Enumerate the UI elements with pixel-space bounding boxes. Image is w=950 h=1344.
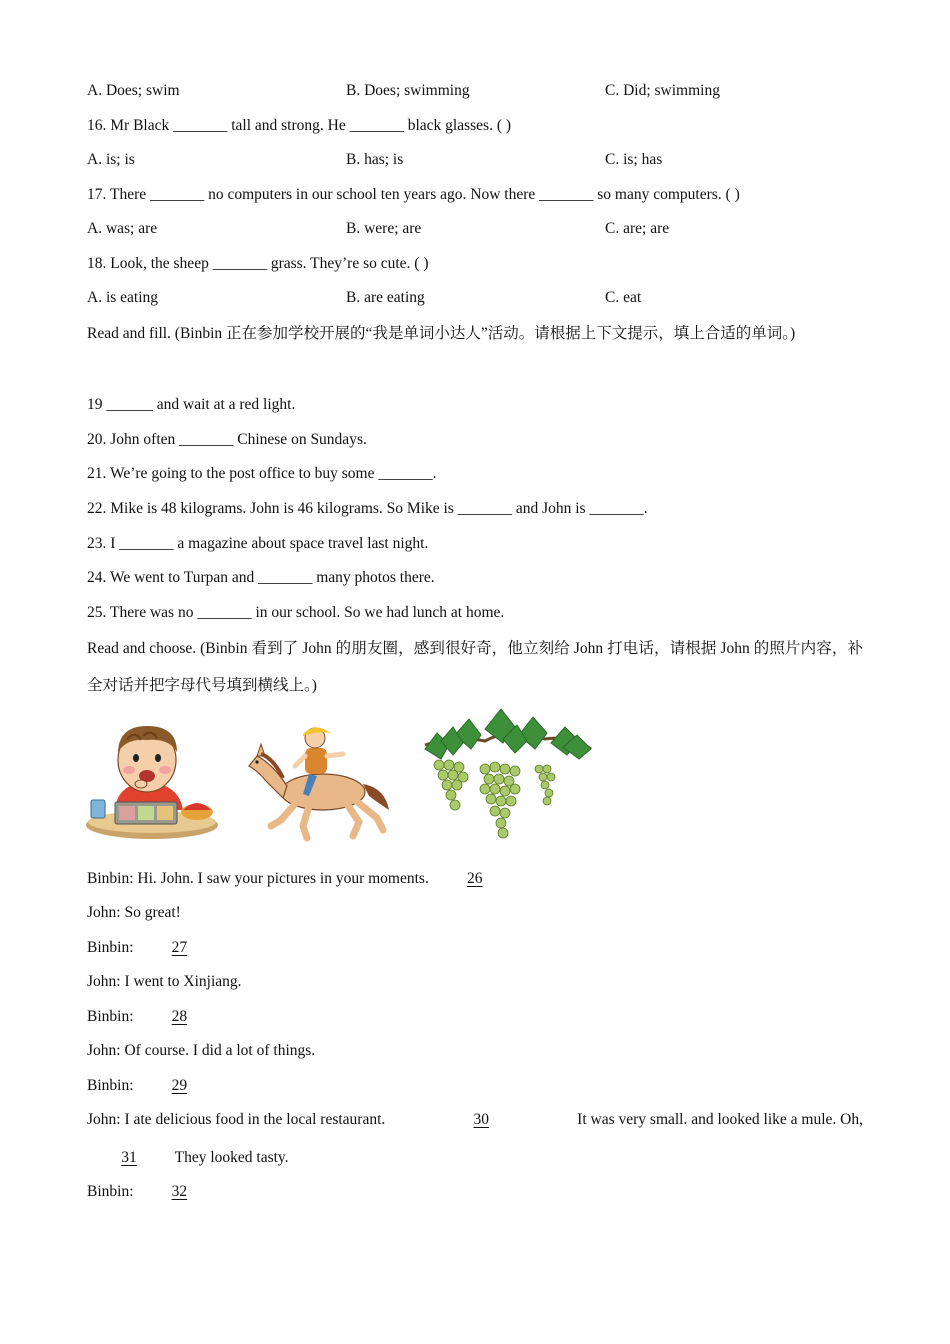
- q16-option-c: C. is; has: [605, 151, 663, 168]
- read-and-fill-instruction: Read and fill. (Binbin 正在参加学校开展的“我是单词小达人”活动。请根据上下文提示，填上合适的单词。): [87, 325, 796, 342]
- horse-riding-icon: [243, 722, 393, 842]
- q15-option-b: B. Does; swimming: [346, 82, 470, 99]
- dialogue-text: Binbin: Hi. John. I saw your pictures in your moments.: [87, 870, 429, 887]
- dialogue-text: John: I ate delicious food in the local restaurant.: [87, 1111, 386, 1128]
- q16-option-a: A. is; is: [87, 151, 135, 168]
- answer-blank-27[interactable]: 27: [171, 939, 188, 956]
- dialogue-speaker: Binbin:: [87, 939, 134, 956]
- dialogue-line-binbin-2: [87, 939, 221, 957]
- read-and-choose-instruction: Read and choose. (Binbin 看到了 John 的朋友圈，感到很好奇，他立刻给 John 打电话，请根据 John 的照片内容，补全对话并把字母代号填到横线上。): [87, 640, 863, 694]
- answer-blank-29[interactable]: 29: [171, 1077, 188, 1094]
- answer-blank-26[interactable]: 26: [466, 870, 483, 887]
- q18-option-c: C. eat: [605, 289, 642, 306]
- dialogue-line-john-4: [87, 1111, 863, 1129]
- dialogue-speaker: Binbin:: [87, 1183, 134, 1200]
- fill-item-22: 22. Mike is 48 kilograms. John is 46 kilograms. So Mike is _______ and John is _______.: [87, 500, 648, 517]
- dialogue-line-john-3: John: Of course. I did a lot of things.: [87, 1042, 316, 1059]
- dialogue-speaker: Binbin:: [87, 1077, 134, 1094]
- fill-item-20: 20. John often _______ Chinese on Sundays.: [87, 431, 367, 448]
- answer-blank-31[interactable]: 31: [121, 1149, 137, 1166]
- q18-option-a: A. is eating: [87, 289, 159, 306]
- fill-item-21: 21. We’re going to the post office to buy some _______.: [87, 465, 437, 482]
- fill-item-23: 23. I _______ a magazine about space travel last night.: [87, 535, 429, 552]
- q16-question: 16. Mr Black _______ tall and strong. He _______ black glasses. ( ): [87, 117, 512, 134]
- q15-option-a: A. Does; swim: [87, 82, 180, 99]
- fill-item-19: 19 ______ and wait at a red light.: [87, 396, 296, 413]
- dialogue-line-john-2: John: I went to Xinjiang.: [87, 973, 242, 990]
- dialogue-line-binbin-5: [87, 1183, 221, 1201]
- q17-question: 17. There _______ no computers in our school ten years ago. Now there _______ so many computers. ( ): [87, 186, 740, 203]
- answer-blank-30[interactable]: 30: [473, 1111, 489, 1128]
- dialogue-speaker: Binbin:: [87, 1008, 134, 1025]
- dialogue-text: It was very small. and looked like a mule. Oh,: [577, 1111, 863, 1128]
- answer-blank-32[interactable]: 32: [171, 1183, 188, 1200]
- q16-option-b: B. has; is: [346, 151, 404, 168]
- q18-option-b: B. are eating: [346, 289, 425, 306]
- fill-item-25: 25. There was no _______ in our school. So we had lunch at home.: [87, 604, 505, 621]
- answer-blank-28[interactable]: 28: [171, 1008, 188, 1025]
- q17-option-a: A. was; are: [87, 220, 158, 237]
- fill-item-24: 24. We went to Turpan and _______ many photos there.: [87, 569, 435, 586]
- dialogue-line-binbin-3: [87, 1008, 221, 1026]
- dialogue-line-john-1: John: So great!: [87, 904, 181, 921]
- grapes-icon: [415, 705, 595, 843]
- boy-eating-icon: [85, 722, 220, 840]
- dialogue-line-john-4-cont: [87, 1149, 289, 1167]
- q17-option-b: B. were; are: [346, 220, 422, 237]
- q18-question: 18. Look, the sheep _______ grass. They’re so cute. ( ): [87, 255, 429, 272]
- q15-option-c: C. Did; swimming: [605, 82, 720, 99]
- dialogue-line-binbin-4: [87, 1077, 221, 1095]
- dialogue-text: They looked tasty.: [174, 1149, 289, 1166]
- q17-option-c: C. are; are: [605, 220, 670, 237]
- dialogue-line-binbin-1: [87, 870, 517, 888]
